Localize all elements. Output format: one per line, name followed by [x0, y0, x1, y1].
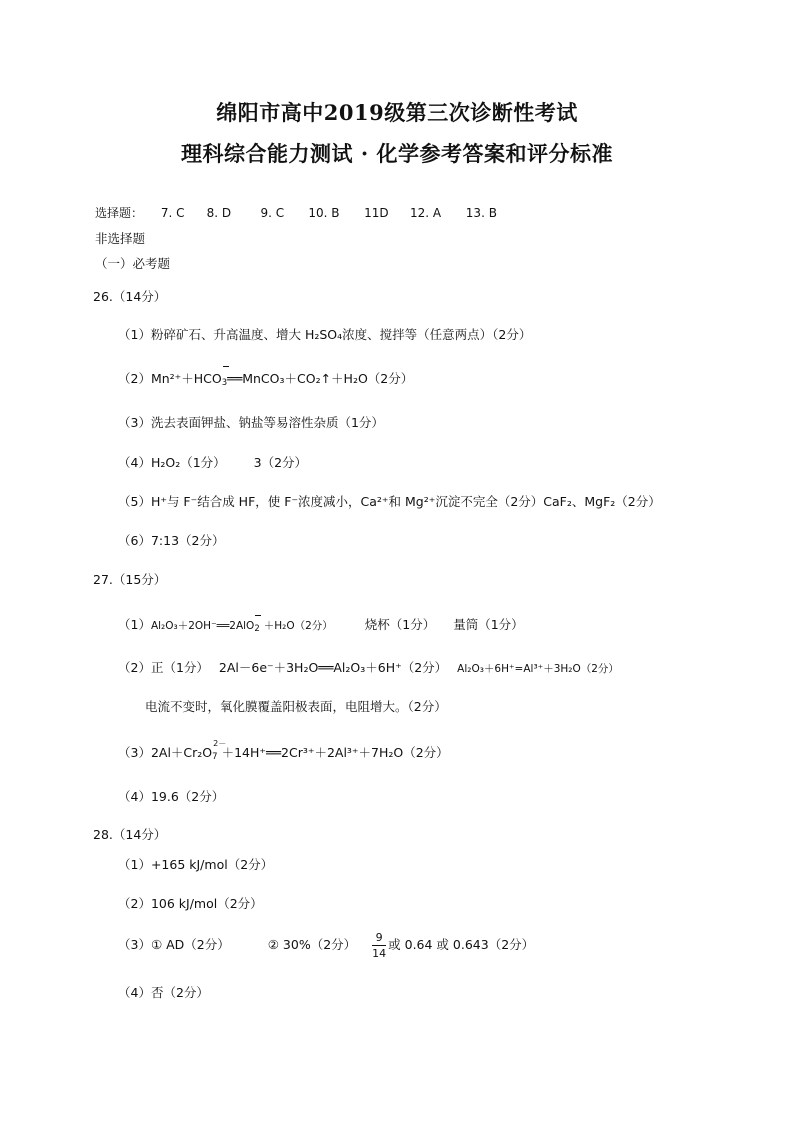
- answer-equation: ＋H₂O（2分）: [263, 620, 333, 632]
- fraction-denominator: 14: [372, 947, 387, 960]
- question-28-heading: 28.（14分）: [93, 827, 167, 842]
- answer-text: 或 0.64 或 0.643（2分）: [388, 937, 535, 952]
- page-title: 绵阳市高中2019级第三次诊断性考试: [216, 100, 578, 125]
- answer-text: Al₂O₃＋6H⁺=Al³⁺＋3H₂O（2分）: [457, 663, 619, 675]
- section-heading: 非选择题: [95, 231, 146, 246]
- answer-text: 量筒（1分）: [453, 617, 524, 632]
- answer-text: （2）正（1分）: [118, 660, 209, 675]
- answer-text: ══MnCO₃＋CO₂↑＋H₂O（2分）: [227, 371, 414, 386]
- answer-text: （4）H₂O₂（1分）: [118, 455, 226, 470]
- page-subtitle: 理科综合能力测试 · 化学参考答案和评分标准: [181, 141, 613, 166]
- answer-line: （4）否（2分）: [118, 985, 209, 1000]
- answer-line: [118, 930, 534, 961]
- answer-formula: H₂SO₄: [304, 327, 343, 342]
- answer-line: （1）+165 kJ/mol（2分）: [118, 857, 274, 872]
- answer-line: [118, 658, 619, 676]
- mc-answer: 8. D: [206, 206, 232, 220]
- answer-line: [118, 325, 531, 343]
- answer-text: （3）2Al＋Cr₂O: [118, 745, 213, 760]
- answer-line: 电流不变时，氧化膜覆盖阳极表面，电阻增大。（2分）: [145, 699, 447, 714]
- answer-text: 浓度、搅拌等（任意两点）（2分）: [342, 327, 532, 342]
- answer-text: 3（2分）: [253, 455, 308, 470]
- mc-answer: 12. A: [409, 206, 442, 220]
- answer-text: ＋14H⁺══2Cr³⁺＋2Al³⁺＋7H₂O（2分）: [221, 745, 449, 760]
- answer-text: （1）: [118, 617, 151, 632]
- mc-answer: 13. B: [465, 206, 497, 220]
- answer-line: （2）106 kJ/mol（2分）: [118, 896, 263, 911]
- answer-line: （6）7:13（2分）: [118, 533, 225, 548]
- answer-text: （1）粉碎矿石、升高温度、增大: [118, 327, 301, 342]
- fraction-numerator: 9: [372, 930, 386, 946]
- answer-equation: Al₂O₃＋2OH⁻══2AlO: [150, 620, 255, 632]
- answer-line: [118, 453, 307, 471]
- mc-label: 选择题：: [95, 206, 144, 220]
- answer-text: （2）Mn²⁺＋HCO: [118, 371, 222, 386]
- answer-text: 烧杯（1分）: [364, 617, 436, 632]
- fraction: [372, 930, 386, 961]
- question-26-heading: 26.（14分）: [93, 289, 167, 304]
- answer-line: （1）Al₂O₃＋2OH⁻══2AlO $_2$ ＋H₂O（2分） 烧杯（1分） 量筒（1分）: [118, 617, 524, 634]
- answer-text: 2Al－6e⁻＋3H₂O══Al₂O₃＋6H⁺（2分）: [218, 660, 448, 675]
- section-heading: （一）必考题: [95, 256, 171, 271]
- answer-text: （3）① AD（2分）: [118, 937, 230, 952]
- mc-answer: 9. C: [260, 206, 285, 220]
- mc-answer: 7. C: [160, 206, 185, 220]
- answer-line: （2）Mn²⁺＋HCO $_3$══MnCO₃＋CO₂↑＋H₂O（2分）: [118, 369, 413, 388]
- question-27-heading: 27.（15分）: [93, 572, 167, 587]
- mc-answer: 11D: [364, 206, 389, 220]
- answer-line: （4）19.6（2分）: [118, 789, 225, 804]
- answer-text: ② 30%（2分）: [267, 937, 357, 952]
- answer-line: （3）2Al＋Cr₂O 2－ $_7$ ＋14H⁺══2Cr³⁺＋2Al³⁺＋7H₂O（2分）: [118, 739, 449, 762]
- multiple-choice-answers: [95, 204, 497, 221]
- answer-line: （3）洗去表面钾盐、钠盐等易溶性杂质（1分）: [118, 415, 384, 430]
- mc-answer: 10. B: [308, 206, 340, 220]
- answer-line: （5）H⁺与 F⁻结合成 HF，使 F⁻浓度减小，Ca²⁺和 Mg²⁺沉淀不完全（2分）CaF₂、MgF₂（2分）: [118, 494, 661, 509]
